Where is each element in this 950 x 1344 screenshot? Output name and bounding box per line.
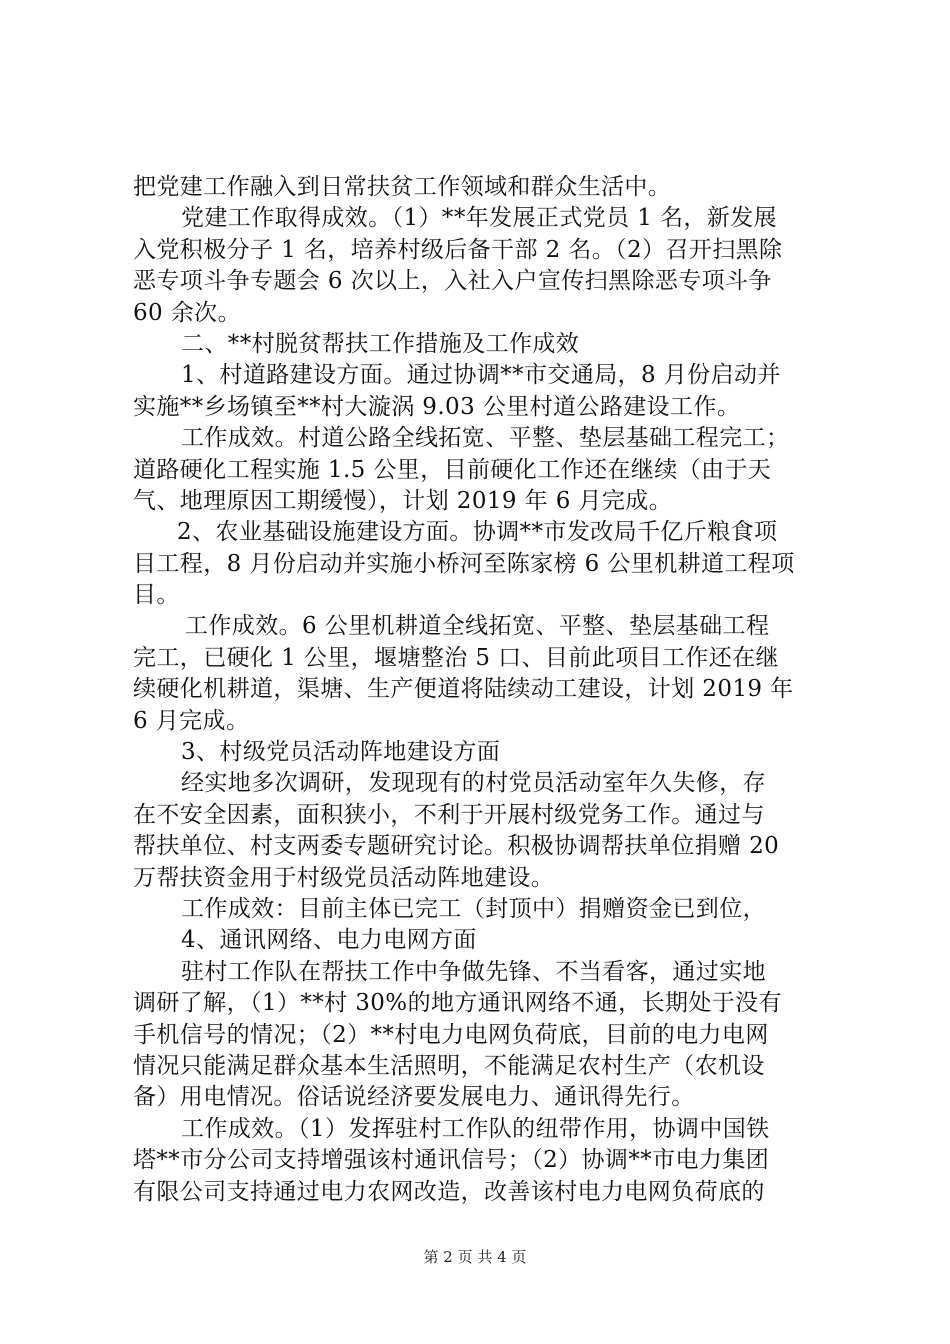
text-line: 1、村道路建设方面。通过协调**市交通局，8 月份启动并 (181, 362, 781, 389)
text-line: 2、农业基础设施建设方面。协调**市发改局千亿斤粮食项 (177, 519, 778, 546)
text-line: 二、**村脱贫帮扶工作措施及工作成效 (181, 330, 580, 357)
text-line: 恶专项斗争专题会 6 次以上，入社入户宣传扫黑除恶专项斗争 (133, 268, 772, 295)
text-line: 塔**市分公司支持增强该村通讯信号；（2）协调**市电力集团 (133, 1147, 770, 1174)
text-line: 工作成效。村道公路全线拓宽、平整、垫层基础工程完工； (181, 425, 790, 452)
text-line: 4、通讯网络、电力电网方面 (181, 927, 477, 954)
text-line: 把党建工作融入到日常扶贫工作领域和群众生活中。 (133, 174, 672, 200)
text-line: 备）用电情况。俗话说经济要发展电力、通讯得先行。 (133, 1084, 695, 1111)
text-line: 手机信号的情况；（2）**村电力电网负荷底，目前的电力电网 (133, 1021, 769, 1048)
text-line: 气、地理原因工期缓慢），计划 2019 年 6 月完成。 (133, 487, 673, 514)
text-line: 3、村级党员活动阵地建设方面 (181, 739, 501, 766)
text-line: 目。 (133, 582, 180, 609)
text-line: 道路硬化工程实施 1.5 公里，目前硬化工作还在继续（由于天 (133, 456, 772, 483)
text-line: 完工，已硬化 1 公里，堰塘整治 5 口、目前此项目工作还在继 (133, 644, 779, 671)
text-line: 党建工作取得成效。（1）**年发展正式党员 1 名，新发展 (181, 205, 777, 232)
text-line: 工作成效。（1）发挥驻村工作队的纽带作用，协调中国铁 (181, 1115, 770, 1142)
text-line: 目工程，8 月份启动并实施小桥河至陈家榜 6 公里机耕道工程项 (133, 550, 795, 577)
text-line: 在不安全因素，面积狭小，不利于开展村级党务工作。通过与 (133, 801, 765, 828)
text-line: 驻村工作队在帮扶工作中争做先锋、不当看客，通过实地 (181, 958, 766, 985)
text-line: 万帮扶资金用于村级党员活动阵地建设。 (133, 864, 555, 891)
text-line: 工作成效。6 公里机耕道全线拓宽、平整、垫层基础工程 (185, 613, 770, 640)
text-line: 有限公司支持通过电力农网改造，改善该村电力电网负荷底的 (133, 1178, 765, 1205)
text-line: 经实地多次调研，发现现有的村党员活动室年久失修，存 (181, 770, 766, 797)
page-footer: 第 2 页 共 4 页 (423, 1248, 527, 1266)
text-line: 情况只能满足群众基本生活照明，不能满足农村生产（农机设 (133, 1052, 765, 1079)
text-line: 调研了解，（1）**村 30%的地方通讯网络不通，长期处于没有 (133, 990, 782, 1017)
text-line: 实施**乡场镇至**村大漩涡 9.03 公里村道公路建设工作。 (133, 393, 741, 420)
text-line: 入党积极分子 1 名，培养村级后备干部 2 名。（2）召开扫黑除 (133, 236, 783, 263)
text-line: 工作成效：目前主体已完工（封顶中）捐赠资金已到位， (181, 895, 766, 922)
text-line: 6 月完成。 (133, 707, 250, 734)
document-body (133, 172, 833, 1208)
text-line: 续硬化机耕道，渠塘、生产便道将陆续动工建设，计划 2019 年 (133, 676, 794, 703)
text-line: 帮扶单位、村支两委专题研究讨论。积极协调帮扶单位捐赠 20 (133, 833, 780, 860)
text-line: 60 余次。 (133, 299, 241, 326)
